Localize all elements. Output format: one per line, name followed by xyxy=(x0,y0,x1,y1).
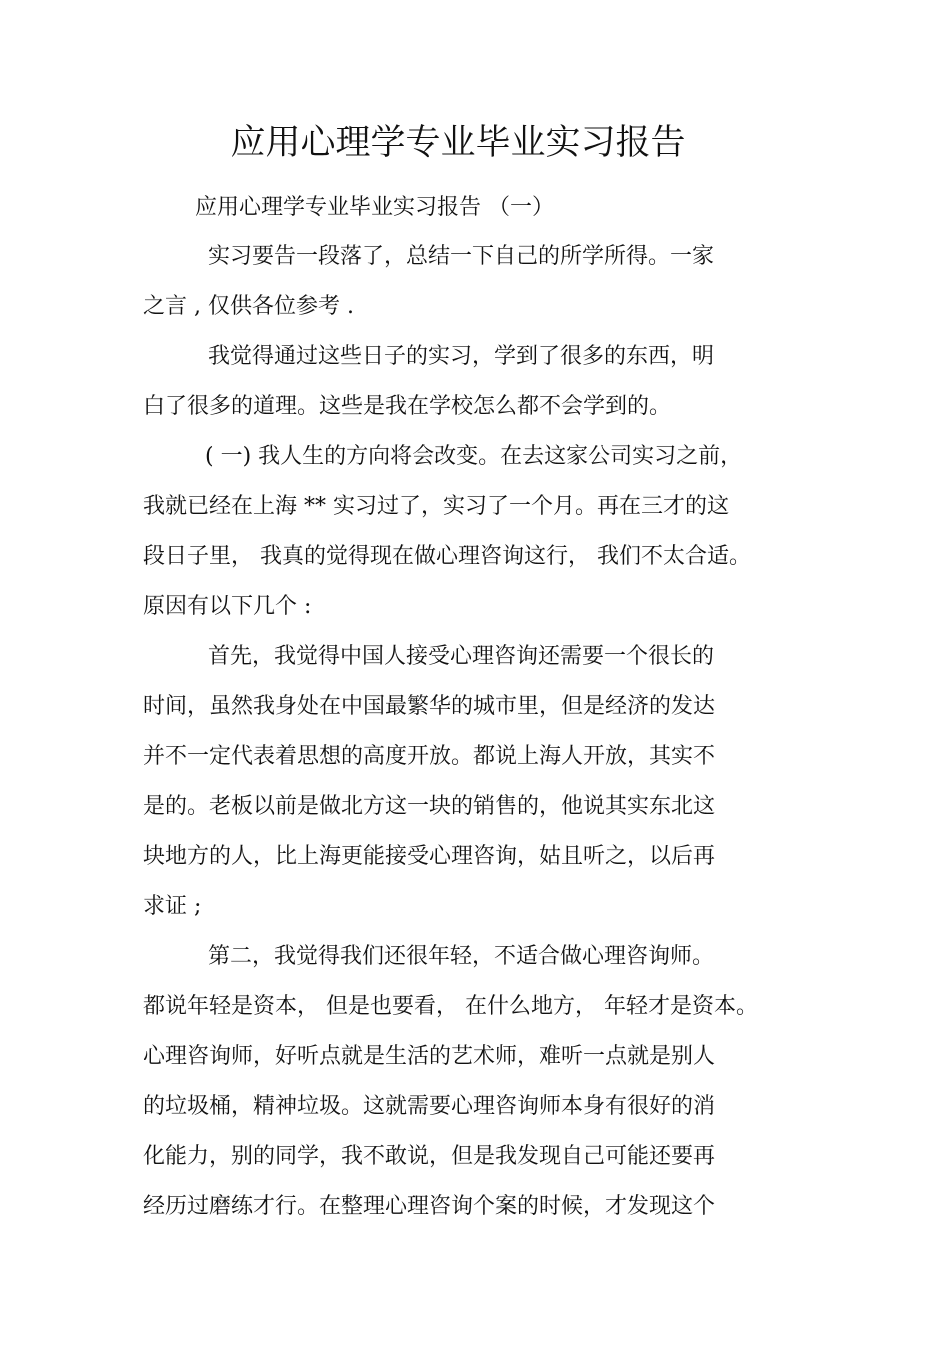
paragraph-line: 求证 ; xyxy=(143,894,202,919)
paragraph-line: 第二，我觉得我们还很年轻，不适合做心理咨询师。 xyxy=(208,944,715,969)
paragraph-line: 心理咨询师，好听点就是生活的艺术师，难听一点就是别人 xyxy=(143,1044,716,1069)
paragraph-line: 经历过磨练才行。在整理心理咨询个案的时候，才发现这个 xyxy=(143,1194,716,1219)
paragraph-line: 并不一定代表着思想的高度开放。都说上海人开放，其实不 xyxy=(143,744,716,769)
paragraph-line: 原因有以下几个 : xyxy=(143,594,312,619)
paragraph-line: 是的。老板以前是做北方这一块的销售的，他说其实东北这 xyxy=(143,794,716,819)
paragraph-line: 实习要告一段落了，总结一下自己的所学所得。一家 xyxy=(208,244,715,269)
paragraph-line: ( 一) 我人生的方向将会改变。在去这家公司实习之前， xyxy=(205,444,743,469)
paragraph-line: 之言 , 仅供各位参考 . xyxy=(143,294,354,319)
document-title: 应用心理学专业毕业实习报告 xyxy=(230,123,686,163)
document-subtitle: 应用心理学专业毕业实习报告 （一） xyxy=(195,195,554,220)
paragraph-line: 段日子里， 我真的觉得现在做心理咨询这行， 我们不太合适。 xyxy=(143,544,751,569)
paragraph-line: 首先，我觉得中国人接受心理咨询还需要一个很长的 xyxy=(208,644,715,669)
paragraph-line: 化能力，别的同学，我不敢说，但是我发现自己可能还要再 xyxy=(143,1144,716,1169)
paragraph-line: 时间，虽然我身处在中国最繁华的城市里，但是经济的发达 xyxy=(143,694,716,719)
paragraph-line: 白了很多的道理。这些是我在学校怎么都不会学到的。 xyxy=(143,394,672,419)
paragraph-line: 的垃圾桶，精神垃圾。这就需要心理咨询师本身有很好的消 xyxy=(143,1094,716,1119)
paragraph-line: 块地方的人，比上海更能接受心理咨询，姑且听之，以后再 xyxy=(143,844,716,869)
paragraph-line: 都说年轻是资本， 但是也要看， 在什么地方， 年轻才是资本。 xyxy=(143,994,758,1019)
paragraph-line: 我就已经在上海 ** 实习过了，实习了一个月。再在三才的这 xyxy=(143,494,729,519)
paragraph-line: 我觉得通过这些日子的实习，学到了很多的东西，明 xyxy=(208,344,715,369)
